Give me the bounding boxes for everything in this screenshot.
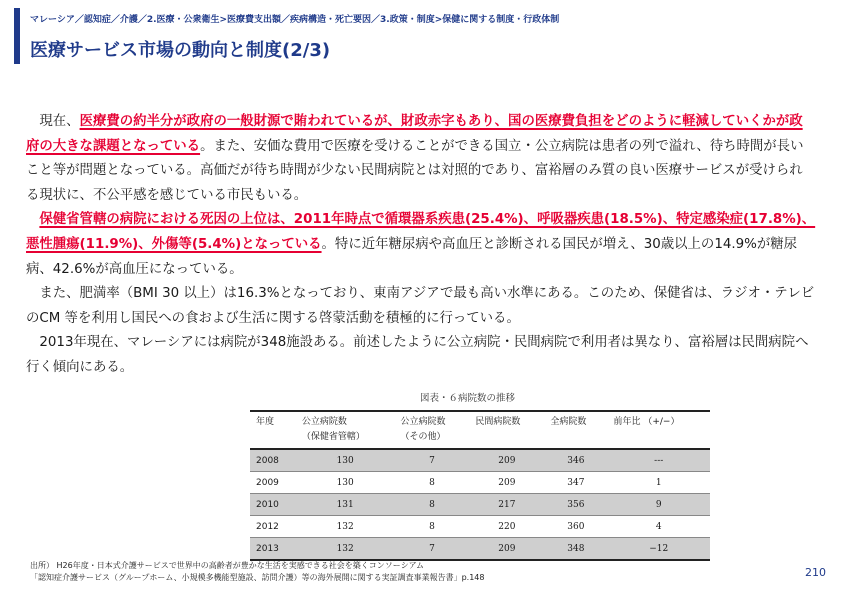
hospital-count-table (250, 410, 710, 561)
cell-public-other: 8 (394, 516, 469, 538)
cell-year: 2008 (250, 449, 296, 472)
cell-yoy: 9 (607, 494, 710, 516)
cell-private: 220 (469, 516, 544, 538)
cell-private: 209 (469, 449, 544, 472)
paragraph-4: 2013年現在、マレーシアには病院が348施設ある。前述したように公立病院・民間病院で利用者は異なり、富裕層は民間病院へ行く傾向にある。 (26, 335, 809, 375)
source-line-1: 出所） H26年度・日本式介護サービスで世界中の高齢者が豊かな生活を実感できる社会を築くコンソーシアム (30, 561, 425, 570)
cell-public-other: 7 (394, 449, 469, 472)
table-row (250, 516, 710, 538)
cell-total: 348 (544, 538, 607, 561)
p1-intro: 現在、 (39, 114, 80, 129)
page-title: 医療サービス市場の動向と制度(2/3) (30, 40, 331, 61)
p2-highlight: 保健省管轄の病院における死因の上位は、2011年時点で循環器系疾患(25.4%)、呼吸器疾患(18.5%)、特定感染症(17.8%)、悪性腫瘍(11.9%)、外傷等(5.4%)となっている (26, 212, 816, 252)
cell-yoy: --- (607, 449, 710, 472)
cell-yoy: 1 (607, 472, 710, 494)
cell-year: 2009 (250, 472, 296, 494)
cell-year: 2010 (250, 494, 296, 516)
cell-private: 209 (469, 472, 544, 494)
cell-year: 2013 (250, 538, 296, 561)
header-accent-bar (14, 8, 20, 64)
source-note (30, 560, 485, 584)
cell-public-moh: 132 (296, 538, 395, 561)
p2-rest: 。特に近年糖尿病や高血圧と診断される国民が増え、30歳以上の14.9%が糖尿病、42.6%が高血圧になっている。 (26, 236, 798, 277)
cell-total: 346 (544, 449, 607, 472)
cell-total: 347 (544, 472, 607, 494)
table-header-row (250, 411, 710, 449)
cell-public-other: 8 (394, 494, 469, 516)
table-caption: 図表・６病院数の推移 (420, 393, 516, 404)
cell-public-moh: 132 (296, 516, 395, 538)
cell-yoy: −12 (607, 538, 710, 561)
cell-public-moh: 131 (296, 494, 395, 516)
breadcrumb: マレーシア／認知症／介護／2.医療・公衆衛生>医療費支出額／疾病構造・死亡要因／3.政策・制度>保健に関する制度・行政体制 (30, 15, 560, 25)
table-row (250, 449, 710, 472)
p1-highlight: 医療費の約半分が政府の一般財源で賄われているが、財政赤字もあり、国の医療費負担をどのように軽減していくかが政府の大きな課題となっている (26, 114, 803, 154)
table-row (250, 494, 710, 516)
th-yoy: 前年比 （+/−） (613, 417, 680, 427)
paragraph-1 (26, 110, 816, 208)
table-row (250, 472, 710, 494)
th-year: 年度 (256, 417, 275, 427)
cell-public-moh: 130 (296, 472, 395, 494)
cell-public-moh: 130 (296, 449, 395, 472)
th-public-moh: 公立病院数 （保健省管轄） (301, 417, 365, 442)
source-line-2: 「認知症介護サービス（グループホーム、小規模多機能型施設、訪問介護）等の海外展開に関する実証調査事業報告書」p.148 (30, 573, 485, 582)
paragraph-3: また、肥満率（BMI 30 以上）は16.3%となっており、東南アジアで最も高い水準にある。このため、保健省は、ラジオ・テレビのCM 等を利用し国民への食および生活に関する啓蒙活動を積極的に行っている。 (26, 286, 815, 326)
paragraph-2 (26, 208, 816, 282)
th-public-other: 公立病院数 （その他） (400, 417, 446, 442)
p1-rest: 。また、安価な費用で医療を受けることができる国立・公立病院は患者の列で溢れ、待ち時間が長いこと等が問題となっている。高価だが待ち時間が少ない民間病院とは対照的であり、富裕層のみ質の良い医療サービスが受けられる現状に、不公平感を感じている市民もいる。 (26, 138, 804, 203)
th-total: 全病院数 (550, 417, 587, 427)
cell-private: 209 (469, 538, 544, 561)
cell-total: 360 (544, 516, 607, 538)
body-text (26, 110, 816, 381)
cell-public-other: 8 (394, 472, 469, 494)
cell-private: 217 (469, 494, 544, 516)
cell-public-other: 7 (394, 538, 469, 561)
th-private: 民間病院数 (475, 417, 521, 427)
cell-year: 2012 (250, 516, 296, 538)
cell-yoy: 4 (607, 516, 710, 538)
table-row (250, 538, 710, 561)
page-number: 210 (805, 566, 826, 579)
cell-total: 356 (544, 494, 607, 516)
